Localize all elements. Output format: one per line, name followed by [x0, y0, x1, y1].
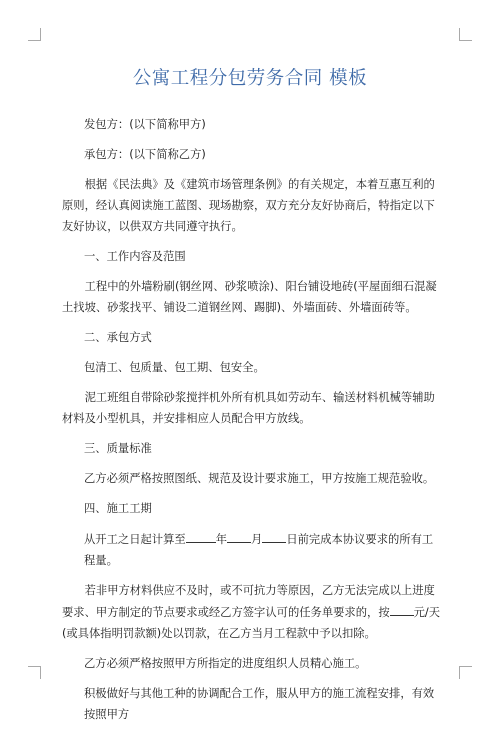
corner-mark-top-right — [459, 28, 472, 41]
blank-day-field[interactable] — [262, 528, 286, 543]
paragraph-preamble: 根据《民法典》及《建筑市场管理条例》的有关规定，本着互惠互利的原则，经认真阅读施工蓝图、现场勘察，双方充分友好协商后，特指定以下友好协议，以供双方共同遵守执行。 — [62, 178, 435, 233]
schedule-year-label: 年 — [215, 533, 227, 546]
blank-penalty-amount-field[interactable] — [390, 601, 414, 616]
blank-month-field[interactable] — [227, 528, 251, 543]
paragraph-subcontractor: 承包方：(以下简称乙方) — [84, 148, 206, 161]
document-title: 公寓工程分包劳务合同 模板 — [132, 68, 368, 89]
paragraph-coordination: 积极做好与其他工种的协调配合工作，服从甲方的施工流程安排，有效按照甲方 — [84, 687, 435, 721]
heading-section-3: 三、质量标准 — [84, 442, 152, 455]
paragraph-equipment: 泥工班组自带除砂浆搅拌机外所有机具如劳动车、输送材料机械等辅助材料及小型机具，并安排相应人员配合甲方放线。 — [62, 391, 435, 425]
paragraph-progress: 乙方必须严格按照甲方所指定的进度组织人员精心施工。 — [84, 657, 367, 670]
paragraph-schedule — [62, 528, 442, 571]
document-body — [62, 114, 442, 734]
schedule-text-start: 从开工之日起计算至 — [84, 533, 186, 546]
penalty-text-start: 若非甲方材料供应不及时，或不可抗力等原因，乙方无法完成以上进度要求、甲方制定的节点要求或经乙方签字认可的任务单要求的，按 — [62, 584, 435, 619]
schedule-text-end: 日前完成本协议要求的所有工程量。 — [84, 533, 434, 567]
paragraph-quality: 乙方必须严格按照图纸、规范及设计要求施工，甲方按施工规范验收。 — [84, 472, 435, 485]
schedule-month-label: 月 — [251, 533, 263, 546]
paragraph-contract-mode: 包清工、包质量、包工期、包安全。 — [84, 361, 265, 374]
paragraph-penalty — [62, 580, 442, 644]
paragraph-scope: 工程中的外墙粉刷(钢丝网、砂浆喷涂)、阳台铺设地砖(平屋面细石混凝土找坡、砂浆找平、铺设二道钢丝网、踢脚)、外墙面砖、外墙面砖等。 — [62, 280, 437, 314]
heading-section-1: 一、工作内容及范围 — [84, 250, 186, 263]
corner-mark-bottom-left — [28, 666, 41, 679]
penalty-text-end: 元/天(或具体指明罚款额)处以罚款，在乙方当月工程款中予以扣除。 — [62, 606, 441, 640]
heading-section-2: 二、承包方式 — [84, 331, 152, 344]
heading-section-4: 四、施工工期 — [84, 502, 152, 515]
blank-year-field[interactable] — [186, 528, 216, 543]
corner-mark-bottom-right — [459, 666, 472, 679]
paragraph-contractor: 发包方：(以下简称甲方) — [84, 118, 206, 131]
corner-mark-top-left — [28, 28, 41, 41]
